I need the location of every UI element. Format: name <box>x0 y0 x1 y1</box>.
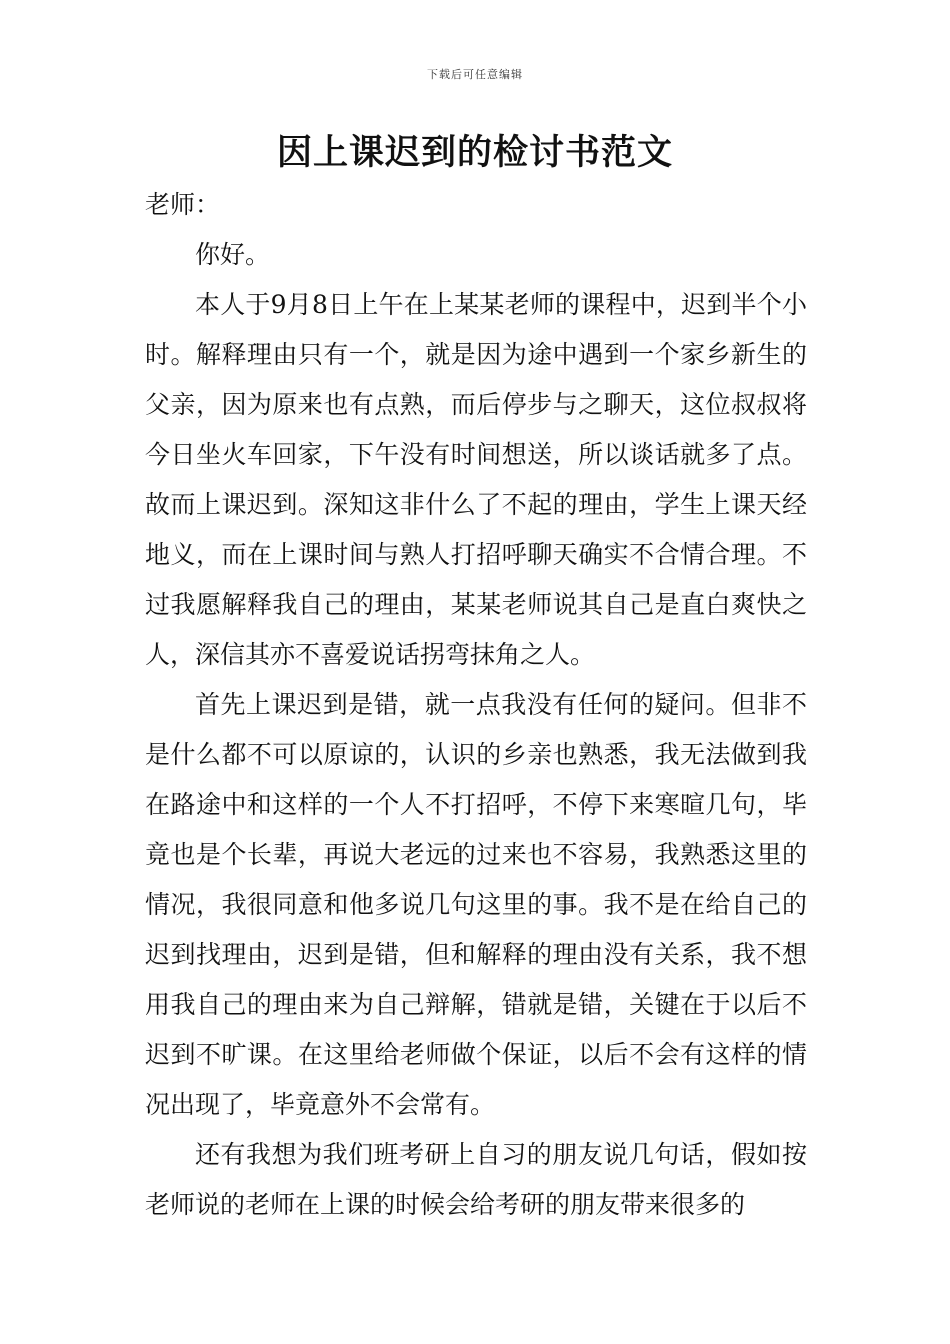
salutation: 老师： <box>145 190 221 219</box>
paragraph-1: 本人于9月8日上午在上某某老师的课程中，迟到半个小时。解释理由只有一个，就是因为途中遇到一个家乡新生的父亲，因为原来也有点熟，而后停步与之聊天，这位叔叔将今日坐火车回家，下午没有时间想送，所以谈话就多了点。故而上课迟到。深知这非什么了不起的理由，学生上课天经地义，而在上课时间与熟人打招呼聊天确实不合情合理。不过我愿解释我自己的理由，某某老师说其自己是直白爽快之人，深信其亦不喜爱说话拐弯抹角之人。 <box>145 290 807 669</box>
greeting: 你好。 <box>195 240 271 269</box>
paragraph-3: 还有我想为我们班考研上自习的朋友说几句话，假如按老师说的老师在上课的时候会给考研的朋友带来很多的 <box>145 1140 807 1219</box>
header-note: 下载后可任意编辑 <box>427 68 523 81</box>
document-body <box>145 180 807 1230</box>
paragraph-2: 首先上课迟到是错，就一点我没有任何的疑问。但非不是什么都不可以原谅的，认识的乡亲也熟悉，我无法做到我在路途中和这样的一个人不打招呼，不停下来寒暄几句，毕竟也是个长辈，再说大老远的过来也不容易，我熟悉这里的情况，我很同意和他多说几句这里的事。我不是在给自己的迟到找理由，迟到是错，但和解释的理由没有关系，我不想用我自己的理由来为自己辩解，错就是错，关键在于以后不迟到不旷课。在这里给老师做个保证，以后不会有这样的情况出现了，毕竟意外不会常有。 <box>145 690 807 1119</box>
document-title: 因上课迟到的检讨书范文 <box>276 133 673 173</box>
